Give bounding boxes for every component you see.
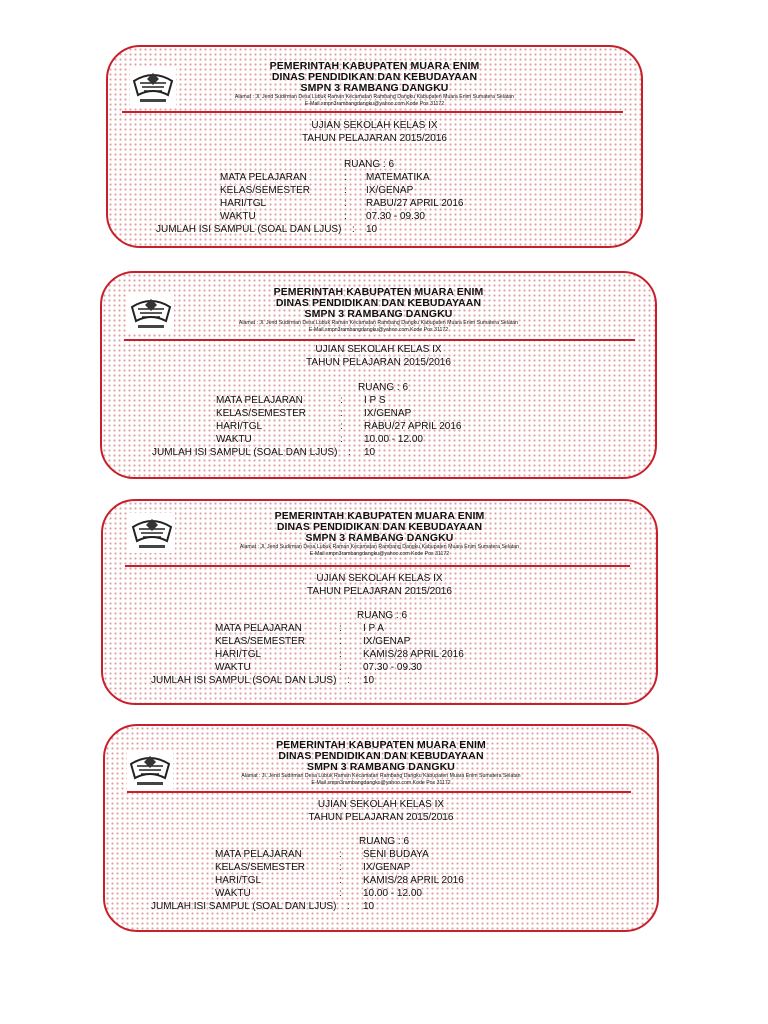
- class-label: KELAS/SEMESTER: [220, 185, 311, 196]
- time-label: WAKTU: [215, 888, 251, 899]
- count-label: JUMLAH ISI SAMPUL (SOAL DAN LJUS): [151, 675, 337, 686]
- subject-value: I P A: [363, 623, 384, 634]
- colon: :: [344, 172, 347, 183]
- colon: :: [340, 421, 343, 432]
- colon: :: [339, 888, 342, 899]
- subject-label: MATA PELAJARAN: [215, 849, 302, 860]
- class-label: KELAS/SEMESTER: [216, 408, 307, 419]
- class-value: IX/GENAP: [366, 185, 414, 196]
- dept-name: DINAS PENDIDIKAN DAN KEBUDAYAAN: [278, 750, 484, 762]
- colon: :: [352, 224, 355, 235]
- date-value: RABU/27 APRIL 2016: [364, 421, 462, 432]
- exam-titles: [108, 119, 641, 145]
- room-number: RUANG : 6: [358, 382, 409, 393]
- gov-name: PEMERINTAH KABUPATEN MUARA ENIM: [274, 510, 485, 522]
- date-label: HARI/TGL: [215, 875, 262, 886]
- gov-name: PEMERINTAH KABUPATEN MUARA ENIM: [276, 739, 486, 751]
- dept-name: DINAS PENDIDIKAN DAN KEBUDAYAAN: [271, 71, 478, 83]
- colon: :: [347, 675, 350, 686]
- gov-name: PEMERINTAH KABUPATEN MUARA ENIM: [273, 286, 484, 298]
- school-email: E-Mail smpn3rambangdangku@yahoo.com Kode Pos 31172: [311, 779, 451, 786]
- colon: :: [339, 875, 342, 886]
- class-value: IX/GENAP: [364, 408, 412, 419]
- letterhead: [108, 61, 641, 107]
- exam-label-card-4: [103, 724, 659, 932]
- date-value: KAMIS/28 APRIL 2016: [363, 649, 464, 660]
- colon: :: [340, 395, 343, 406]
- count-value: 10: [363, 675, 375, 686]
- time-label: WAKTU: [215, 662, 251, 673]
- date-label: HARI/TGL: [220, 198, 267, 209]
- school-email: E-Mail smpn3rambangdangku@yahoo.com Kode Pos 31172: [304, 100, 445, 107]
- exam-label-card-1: [106, 45, 643, 248]
- time-value: 10.00 - 12.00: [363, 888, 422, 899]
- letterhead: [103, 511, 656, 557]
- colon: :: [347, 901, 350, 912]
- date-value: RABU/27 APRIL 2016: [366, 198, 464, 209]
- exam-title: UJIAN SEKOLAH KELAS IX: [311, 120, 438, 131]
- class-value: IX/GENAP: [363, 862, 411, 873]
- school-address: Alamat : Jl. Jend Sudirman Desa Lubuk Raman Kecamatan Rambang Dangku Kabupaten Muara Enim Sumatera Selatan: [241, 773, 521, 779]
- count-label: JUMLAH ISI SAMPUL (SOAL DAN LJUS): [152, 447, 338, 458]
- exam-titles: [105, 798, 657, 824]
- exam-year: TAHUN PELAJARAN 2015/2016: [307, 586, 452, 597]
- exam-title: UJIAN SEKOLAH KELAS IX: [315, 344, 442, 355]
- count-label: JUMLAH ISI SAMPUL (SOAL DAN LJUS): [151, 901, 337, 912]
- exam-label-card-3: [101, 499, 658, 705]
- room-number: RUANG : 6: [359, 836, 410, 847]
- exam-label-card-2: [100, 271, 657, 479]
- dept-name: DINAS PENDIDIKAN DAN KEBUDAYAAN: [276, 521, 483, 533]
- colon: :: [339, 623, 342, 634]
- colon: :: [344, 211, 347, 222]
- exam-titles: [102, 343, 655, 369]
- school-email: E-Mail smpn3rambangdangku@yahoo.com Kode Pos 31172: [309, 550, 450, 557]
- class-value: IX/GENAP: [363, 636, 411, 647]
- colon: :: [339, 649, 342, 660]
- header-divider: [124, 339, 635, 341]
- time-label: WAKTU: [216, 434, 252, 445]
- class-label: KELAS/SEMESTER: [215, 862, 306, 873]
- exam-year: TAHUN PELAJARAN 2015/2016: [302, 133, 447, 144]
- exam-title: UJIAN SEKOLAH KELAS IX: [317, 799, 445, 810]
- colon: :: [344, 185, 347, 196]
- colon: :: [339, 862, 342, 873]
- school-address: Alamat : Jl. Jend Sudirman Desa Lubuk Raman Kecamatan Rambang Dangku Kabupaten Muara Enim Sumatera Selatan: [239, 544, 520, 550]
- colon: :: [339, 662, 342, 673]
- class-label: KELAS/SEMESTER: [215, 636, 306, 647]
- dept-name: DINAS PENDIDIKAN DAN KEBUDAYAAN: [275, 297, 482, 309]
- time-value: 07.30 - 09.30: [366, 211, 425, 222]
- count-value: 10: [364, 447, 376, 458]
- colon: :: [340, 408, 343, 419]
- school-name: SMPN 3 RAMBANG DANGKU: [304, 308, 453, 320]
- subject-label: MATA PELAJARAN: [216, 395, 303, 406]
- letterhead: [102, 287, 655, 333]
- time-value: 07.30 - 09.30: [363, 662, 422, 673]
- room-number: RUANG : 6: [344, 159, 395, 170]
- subject-value: SENI BUDAYA: [363, 849, 429, 860]
- subject-value: MATEMATIKA: [366, 172, 430, 183]
- date-label: HARI/TGL: [215, 649, 262, 660]
- count-label: JUMLAH ISI SAMPUL (SOAL DAN LJUS): [156, 224, 342, 235]
- date-label: HARI/TGL: [216, 421, 263, 432]
- exam-year: TAHUN PELAJARAN 2015/2016: [306, 357, 451, 368]
- exam-year: TAHUN PELAJARAN 2015/2016: [308, 812, 454, 823]
- time-label: WAKTU: [220, 211, 256, 222]
- school-name: SMPN 3 RAMBANG DANGKU: [300, 82, 449, 94]
- school-email: E-Mail smpn3rambangdangku@yahoo.com Kode Pos 31172: [308, 326, 449, 333]
- exam-title: UJIAN SEKOLAH KELAS IX: [316, 573, 443, 584]
- colon: :: [348, 447, 351, 458]
- count-value: 10: [363, 901, 375, 912]
- subject-value: I P S: [364, 395, 386, 406]
- header-divider: [122, 111, 623, 113]
- school-address: Alamat : Jl. Jend Sudirman Desa Lubuk Raman Kecamatan Rambang Dangku Kabupaten Muara Enim Sumatera Selatan: [234, 94, 515, 100]
- gov-name: PEMERINTAH KABUPATEN MUARA ENIM: [269, 60, 480, 72]
- letterhead: [105, 740, 657, 786]
- subject-label: MATA PELAJARAN: [215, 623, 302, 634]
- room-number: RUANG : 6: [357, 610, 408, 621]
- header-divider: [127, 791, 631, 793]
- count-value: 10: [366, 224, 378, 235]
- school-name: SMPN 3 RAMBANG DANGKU: [305, 532, 454, 544]
- colon: :: [339, 636, 342, 647]
- colon: :: [344, 198, 347, 209]
- school-address: Alamat : Jl. Jend Sudirman Desa Lubuk Raman Kecamatan Rambang Dangku Kabupaten Muara Enim Sumatera Selatan: [238, 320, 519, 326]
- subject-label: MATA PELAJARAN: [220, 172, 307, 183]
- exam-titles: [103, 572, 656, 598]
- colon: :: [339, 849, 342, 860]
- colon: :: [340, 434, 343, 445]
- header-divider: [125, 565, 630, 567]
- school-name: SMPN 3 RAMBANG DANGKU: [307, 761, 455, 773]
- date-value: KAMIS/28 APRIL 2016: [363, 875, 464, 886]
- time-value: 10.00 - 12.00: [364, 434, 423, 445]
